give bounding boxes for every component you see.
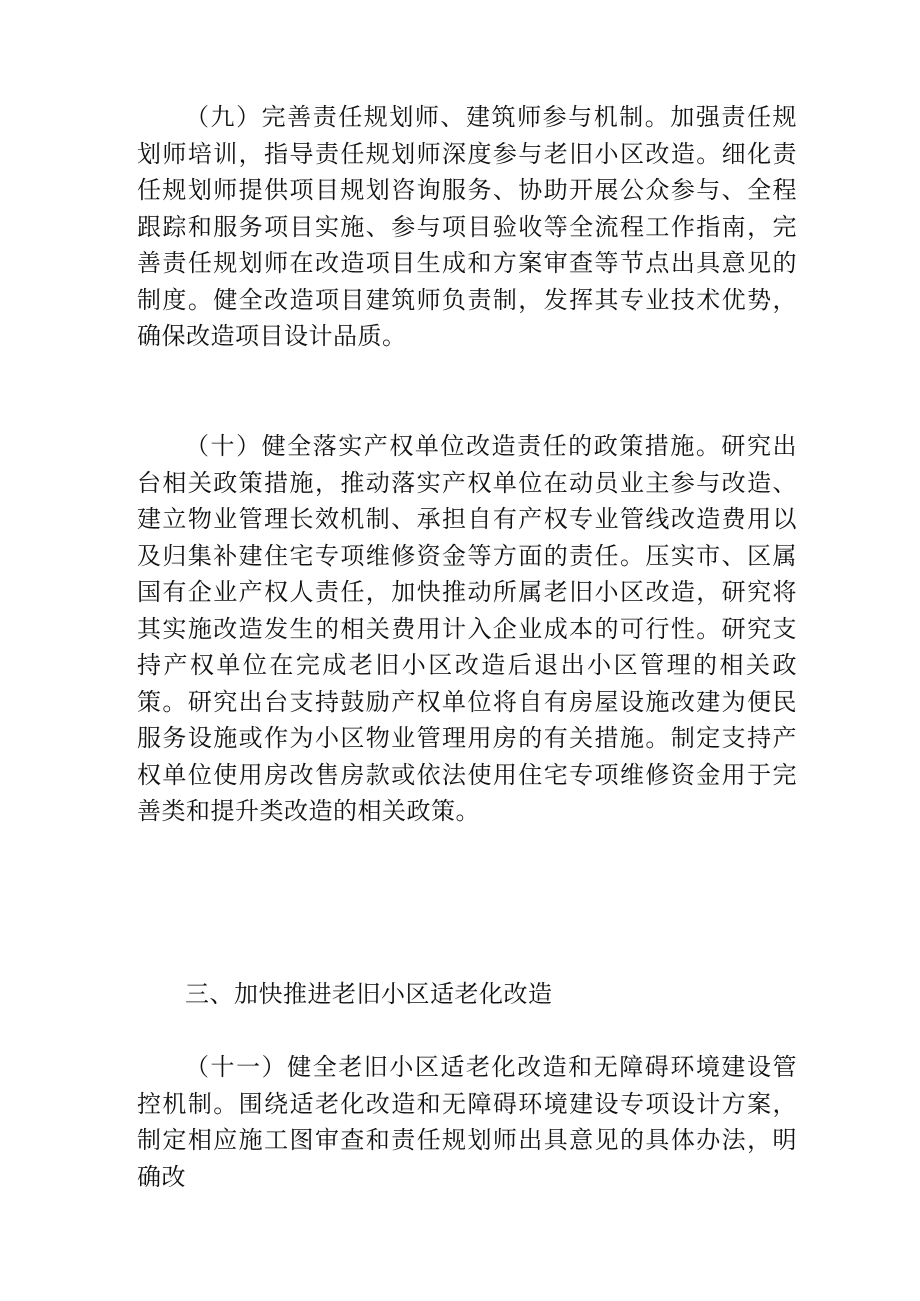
paragraph-11-aging-friendly-renovation: （十一）健全老旧小区适老化改造和无障碍环境建设管控机制。围绕适老化改造和无障碍环境建设专项设计方案，制定相应施工图审查和责任规划师出具意见的具体办法，明确改 bbox=[137, 1053, 797, 1191]
paragraph-9-responsible-planner-mechanism: （九）完善责任规划师、建筑师参与机制。加强责任规划师培训，指导责任规划师深度参与老旧小区改造。细化责任规划师提供项目规划咨询服务、协助开展公众参与、全程跟踪和服务项目实施、参与项目验收等全流程工作指南，完善责任规划师在改造项目生成和方案审查等节点出具意见的制度。健全改造项目建筑师负责制，发挥其专业技术优势，确保改造项目设计品质。 bbox=[137, 103, 797, 350]
section-heading-3: 三、加快推进老旧小区适老化改造 bbox=[185, 980, 553, 1008]
paragraph-10-property-unit-responsibility: （十）健全落实产权单位改造责任的政策措施。研究出台相关政策措施，推动落实产权单位在动员业主参与改造、建立物业管理长效机制、承担自有产权专业管线改造费用以及归集补建住宅专项维修资金等方面的责任。压实市、区属国有企业产权人责任，加快推动所属老旧小区改造，研究将其实施改造发生的相关费用计入企业成本的可行性。研究支持产权单位在完成老旧小区改造后退出小区管理的相关政策。研究出台支持鼓励产权单位将自有房屋设施改建为便民服务设施或作为小区物业管理用房的有关措施。制定支持产权单位使用房改售房款或依法使用住宅专项维修资金用于完善类和提升类改造的相关政策。 bbox=[137, 432, 797, 825]
